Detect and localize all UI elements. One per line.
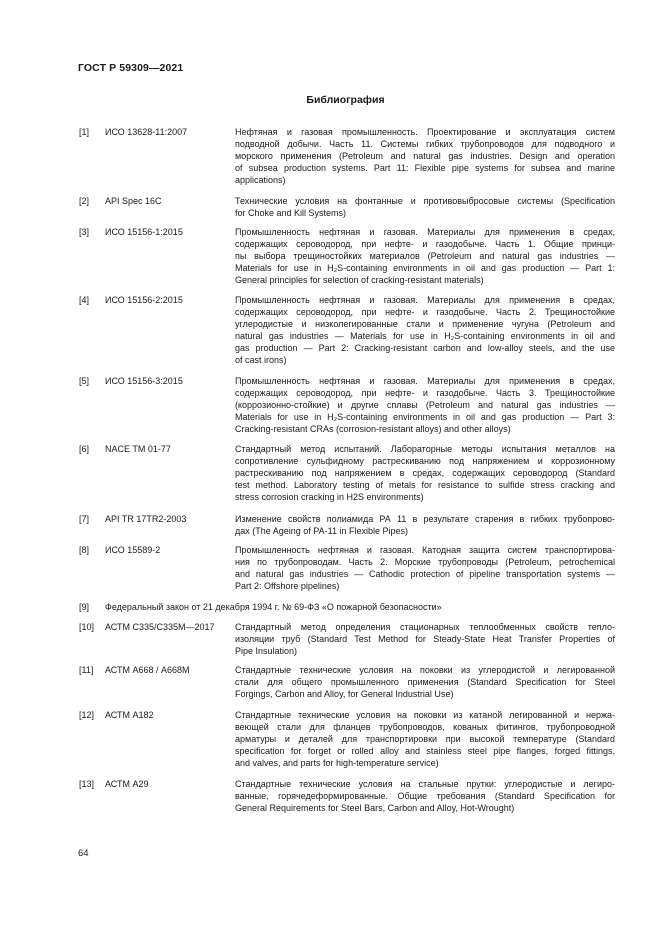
reference-code: ИСО 13628-11:2007 [105,127,188,137]
description-line: морского применения (Petroleum and natural gas industries. Design and operation [235,151,615,161]
description-line: stress corrosion cracking in H2S environments) [235,492,424,502]
reference-number: [11] [79,665,94,675]
reference-description [235,513,615,537]
reference-code: АСТМ С335/С335М—2017 [105,622,215,632]
description-line: Part 2: Offshore pipelines) [235,581,340,591]
reference-number: [10] [79,622,95,632]
page-number: 64 [78,848,89,859]
reference-number: [4] [79,295,90,305]
reference-description [235,294,615,366]
description-line: пы выбора трещиностойких материалов (Petroleum and natural gas industries — [235,251,615,261]
bibliography-entry [79,544,615,592]
description-line: содержащих сероводород, при нефте- и газодобыче. Часть 3. Трещиностойкие [235,388,615,398]
reference-description [235,664,615,700]
description-line: Стандартные технические условия на поковки из катаной легированной и нержа- [235,710,615,720]
reference-number: [1] [79,127,90,137]
reference-description [235,544,615,592]
reference-description [235,778,615,814]
standard-code: ГОСТ Р 59309—2021 [78,62,184,74]
description-line: ния по трубопроводам. Часть 2. Морские трубопроводы (Petroleum, petrochemical [235,557,615,567]
description-line: Cracking-resistant CRAs (corrosion-resistant alloys) and other alloys) [235,424,511,434]
description-line: подводной добычи. Часть 11. Системы гибких трубопроводов для подводного и [235,139,615,149]
reference-description [235,226,615,286]
reference-code: АСТМ А668 / А668М [105,665,190,675]
reference-code: NACE TM 01-77 [105,444,171,454]
section-title: Библиография [306,94,385,106]
reference-description [235,126,615,186]
description-line: сопротивление сульфидному растрескиванию под напряжением и коррозионному [235,456,615,466]
description-line: Промышленность нефтяная и газовая. Материалы для применения в средах, [235,376,615,386]
description-line: for Choke and Kill Systems) [235,208,347,218]
description-line: углеродистые и низколегированные стали и применение чугуна (Petroleum and [235,319,615,329]
description-line: test method. Laboratory testing of metals for resistance to sulfide stress cracking and [235,480,615,490]
description-line: gas production — Part 2: Cracking-resistant carbon and low-alloy steels, and the use [235,343,615,353]
description-line: Forgings, Carbon and Alloy, for General Industrial Use) [235,689,454,699]
description-line: Федеральный закон от 21 декабря 1994 г. № 69-ФЗ «О пожарной безопасности» [105,602,442,612]
reference-description [235,375,615,435]
bibliography-entry [79,664,615,700]
description-line: and valves, and parts for high-temperature service) [235,758,439,768]
reference-code: ИСО 15156-1:2015 [105,227,183,237]
description-line: арматуры и деталей для транспортировки при высокой температуре (Standard [235,734,615,744]
description-line: Промышленность нефтяная и газовая. Катодная защита систем транспортирова- [235,545,615,555]
description-line: растрескиванию под напряжением в средах, содержащих сероводород (Standard [235,468,615,478]
description-line: Materials for use in H₂S-containing environments in oil and gas production — Part 3: [235,412,615,422]
bibliography-entry [79,294,615,366]
description-line: Стандартные технические условия на поковки из углеродистой и легированной [235,665,615,675]
bibliography-entry [79,513,615,537]
description-line: ванные, горячедеформированные. Общие требования (Standard Specification for [235,791,615,801]
reference-number: [7] [79,514,90,524]
description-line: of subsea production systems. Part 11: Flexible pipe systems for subsea and marine [235,163,615,173]
description-line: Стандартный метод испытаний. Лабораторные методы испытания металлов на [235,444,615,454]
reference-code: ИСО 15156-2:2015 [105,295,183,305]
bibliography-entry [79,195,615,219]
description-line: Промышленность нефтяная и газовая. Материалы для применения в средах, [235,295,615,305]
reference-number: [3] [79,227,90,237]
reference-number: [5] [79,376,90,386]
description-line: Нефтяная и газовая промышленность. Проектирование и эксплуатация систем [235,127,615,137]
description-line: дах (The Ageing of PA-11 in Flexible Pipes) [235,526,409,536]
reference-code: АСТМ А182 [105,710,154,720]
reference-code: API TR 17TR2-2003 [105,514,187,524]
reference-number: [12] [79,710,95,720]
bibliography-entry [79,126,615,186]
description-line: Промышленность нефтяная и газовая. Материалы для применения в средах, [235,227,615,237]
description-line: General Requirements for Steel Bars, Carbon and Alloy, Hot-Wrought) [235,803,515,813]
reference-code: API Spec 16C [105,196,162,206]
description-line: specification for forget or rolled alloy and stainless steel pipe flanges, forged fittings, [235,746,615,756]
description-line: содержащих сероводород, при нефте- и газодобыче. Часть 2. Трещиностойкие [235,307,615,317]
description-line: стали для общего промышленного применения (Standard Specification for Steel [235,677,615,687]
reference-number: [8] [79,545,90,555]
description-line: General principles for selection of cracking-resistant materials) [235,275,484,285]
bibliography-entry [79,226,615,286]
bibliography-entry [79,375,615,435]
bibliography-entry [79,601,615,613]
description-line: natural gas industries — Materials for use in H₂S-containing environments in oil and [235,331,615,341]
bibliography-entry [79,621,615,657]
reference-description [235,621,615,657]
description-line: Pipe Insulation) [235,646,298,656]
reference-number: [9] [79,602,90,612]
reference-number: [2] [79,196,90,206]
description-line: Стандартный метод определения стационарных теплообменных свойств тепло- [235,622,615,632]
bibliography-entry [79,709,615,769]
description-line: applications) [235,175,286,185]
description-line: содержащих сероводород, при нефте- и газодобыче. Часть 1. Общие принци- [235,239,615,249]
reference-description [235,709,615,769]
description-line: (коррозионно-стойкие) и другие сплавы (Petroleum and natural gas industries — [235,400,615,410]
reference-number: [6] [79,444,90,454]
reference-code: АСТМ А29 [105,779,149,789]
reference-description [235,443,615,503]
description-line: Стандартные технические условия на стальные прутки: углеродистые и легиро- [235,779,615,789]
reference-number: [13] [79,779,95,789]
reference-description [235,195,615,219]
description-line: Materials for use in H₂S-containing environments in oil and gas production — Part 1: [235,263,615,273]
bibliography-entry [79,778,615,814]
reference-code: ИСО 15589-2 [105,545,161,555]
description-line: веющей стали для фланцев трубопроводов, кованых фитингов, трубопроводной [235,722,615,732]
reference-description [105,601,615,613]
description-line: Технические условия на фонтанные и противовыбросовые системы (Specification [235,196,615,206]
description-line: изоляции труб (Standard Test Method for Steady-State Heat Transfer Properties of [235,634,615,644]
reference-code: ИСО 15156-3:2015 [105,376,183,386]
bibliography-entry [79,443,615,503]
description-line: of cast irons) [235,355,287,365]
description-line: Изменение свойств полиамида РА 11 в результате старения в гибких трубопрово- [235,514,615,524]
description-line: and natural gas industries — Cathodic protection of pipeline transportation systems — [235,569,615,579]
